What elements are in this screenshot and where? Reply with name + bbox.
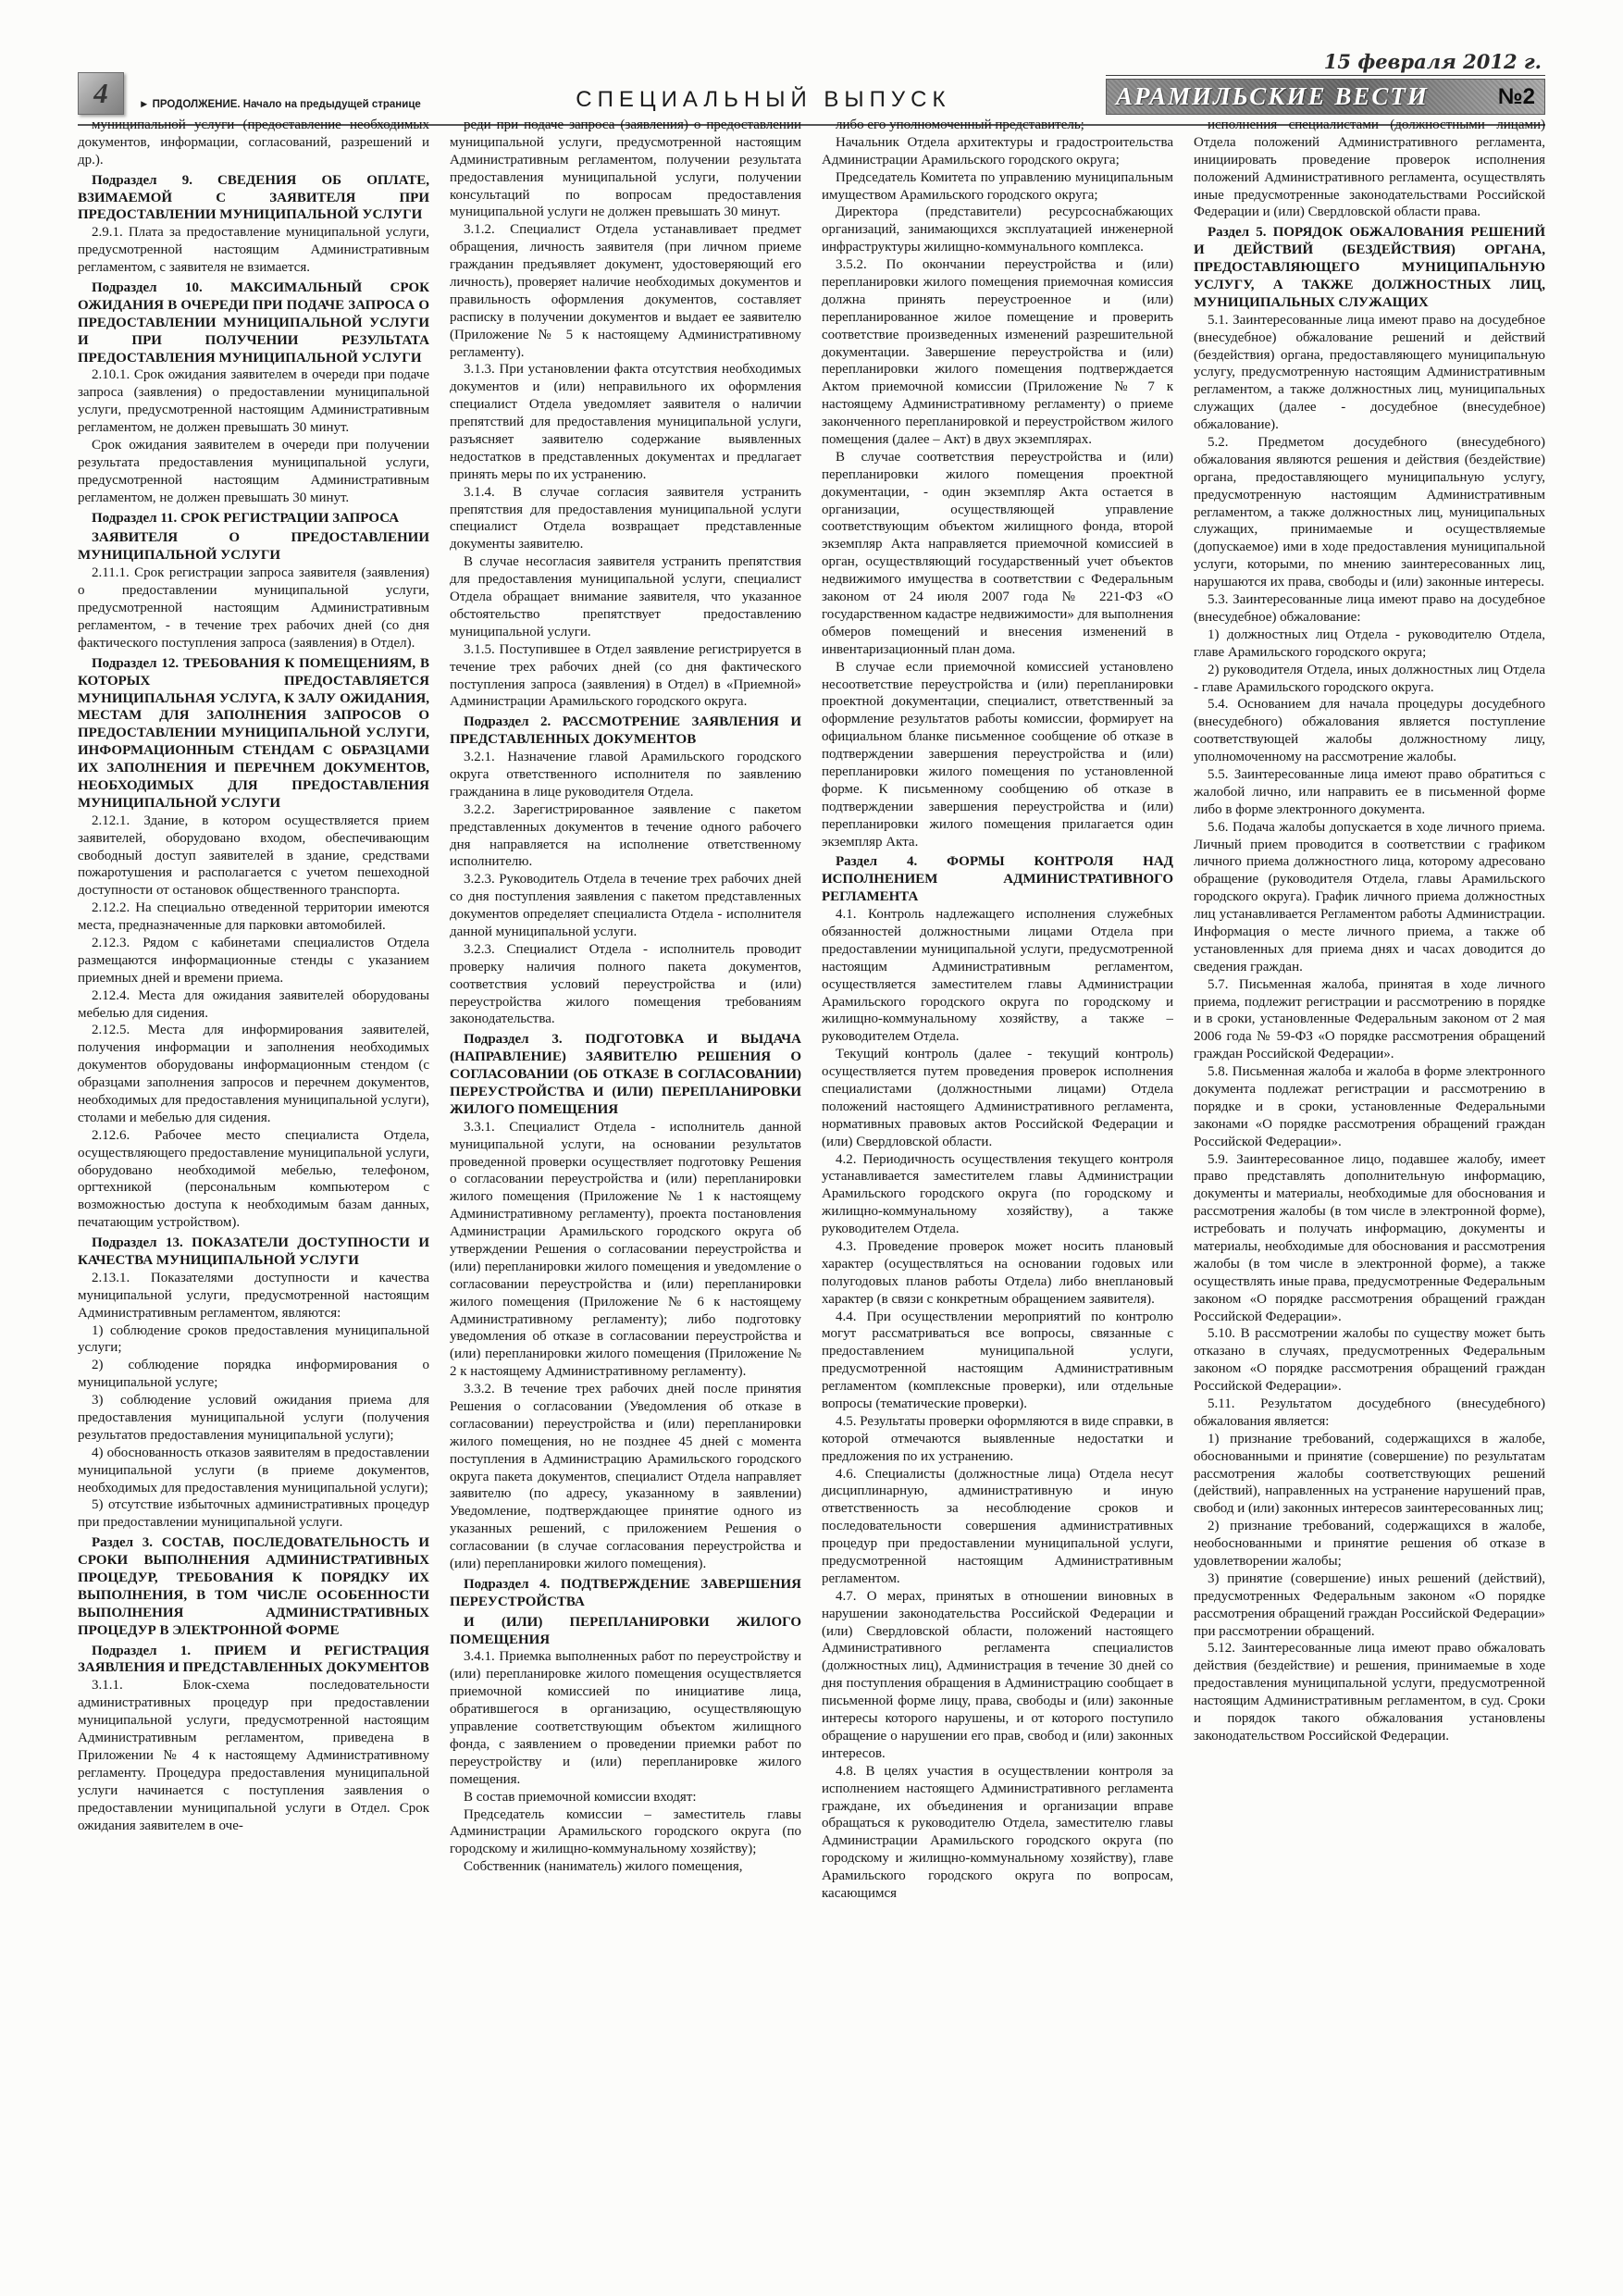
paragraph: В случае если приемочной комиссией установлено несоответствие переустройства и (или) перепланировки проектной документации, специалист, ответственный за оформление результатов работы комиссии, формирует на официальном бланке письменное сообщение об отказе в подтверждении завершения переустройства и (или) перепланировки жилого помещения по установленной форме. К письменному сообщению об отказе в подтверждении завершения переустройства и (или) перепланировки жилого помещения прилагается один экземпляр Акта.	[822, 659, 1173, 850]
paragraph: 5.2. Предметом досудебного (внесудебного) обжалования являются решения и действия (бездействие) органа, предоставляющего муниципальную услугу, предусмотренную настоящим Административным регламентом, а также должностных лиц, муниципальных служащих, принимаемые и осуществляемые (допускаемое) ими в ходе предоставления муниципальной услуги, которыми, по мнению заинтересованных лиц, нарушаются их права, свободы и (или) законные интересы.	[1194, 435, 1545, 590]
paragraph: 3.1.3. При установлении факта отсутствия необходимых документов и (или) неправильного их оформления специалист Отдела уведомляет заявителя о наличии препятствий для предоставления муниципальной услуги, разъясняет заявителю содержание выявленных недостатков в представленных документах и предлагает принять меры по их устранению.	[450, 362, 801, 482]
section-heading: Раздел 4. ФОРМЫ КОНТРОЛЯ НАД ИСПОЛНЕНИЕМ АДМИНИСТРАТИВНОГО РЕГЛАМЕНТА	[822, 854, 1173, 905]
paragraph: 2) руководителя Отдела, иных должностных лиц Отдела - главе Арамильского городского округа.	[1194, 662, 1545, 695]
paragraph: 5.6. Подача жалобы допускается в ходе личного приема. Личный прием проводится в соответствии с графиком личного приема должностного лица, которому адресовано обращение (руководителя Отдела, главы Арамильского городского округа). График личного приема должностных лиц устанавливается Регламентом работы Администрации. Информация о месте личного приема, а также об установленных для приема днях и часах доводится до сведения граждан.	[1194, 819, 1545, 974]
paragraph: 2.12.2. На специально отведенной территории имеются места, предназначенные для парковки автомобилей.	[78, 900, 429, 934]
section-heading: Раздел 5. ПОРЯДОК ОБЖАЛОВАНИЯ РЕШЕНИЙ И ДЕЙСТВИЙ (БЕЗДЕЙСТВИЯ) ОРГАНА, ПРЕДОСТАВЛЯЮЩЕГО МУНИЦИПАЛЬНУЮ УСЛУГУ, А ТАКЖЕ ДОЛЖНОСТНЫХ ЛИЦ, МУНИЦИПАЛЬНЫХ СЛУЖАЩИХ	[1194, 225, 1545, 310]
paragraph: 5.10. В рассмотрении жалобы по существу может быть отказано в случаях, предусмотренных Федеральным законом «О порядке рассмотрения обращений граждан Российской Федерации».	[1194, 1326, 1545, 1395]
paragraph: 3.3.2. В течение трех рабочих дней после принятия Решения о согласовании (Уведомления об отказе в согласовании) переустройства и (или) перепланировки жилого помещения, но не позднее 45 дней с момента поступления в Администрацию Арамильского городского округа пакета документов, специалист Отдела направляет заявителю (по адресу, указанному в заявлении) Уведомление, подтверждающее принятие одного из указанных решений, с приложением Решения о согласовании (в случае согласования переустройства и (или) перепланировки жилого помещения).	[450, 1382, 801, 1572]
section-heading: Подраздел 9. СВЕДЕНИЯ ОБ ОПЛАТЕ, ВЗИМАЕМОЙ С ЗАЯВИТЕЛЯ ПРИ ПРЕДОСТАВЛЕНИИ МУНИЦИПАЛЬНОЙ УСЛУГИ	[78, 172, 429, 223]
paragraph: Собственник (наниматель) жилого помещения,	[464, 1859, 743, 1875]
section-heading: ЗАЯВИТЕЛЯ О ПРЕДОСТАВЛЕНИИ МУНИЦИПАЛЬНОЙ УСЛУГИ	[78, 530, 429, 564]
paragraph: 4.7. О мерах, принятых в отношении виновных в нарушении законодательства Российской Федерации и (или) Свердловской области, положений настоящего Административного регламента специалистов (должностных лиц), Администрация в течение 30 дней со дня поступления обращения в Администрацию сообщает в письменной форме лицу, права, свободы и (или) законные интересы которого нарушены, и от которого поступило обращение о нарушении его прав, свобод и (или) законных интересов.	[822, 1588, 1173, 1761]
paragraph: В случае несогласия заявителя устранить препятствия для предоставления муниципальной услуги, специалист Отдела обращает внимание заявителя, что указанное обстоятельство препятствует предоставлению муниципальной услуги.	[450, 554, 801, 639]
section-heading: Подраздел 11. СРОК РЕГИСТРАЦИИ ЗАПРОСА	[92, 510, 400, 526]
paragraph: 4.5. Результаты проверки оформляются в виде справки, в которой отмечаются выявленные недостатки и предложения по их устранению.	[822, 1413, 1173, 1464]
text-column	[450, 117, 801, 2265]
paragraph: 4.1. Контроль надлежащего исполнения служебных обязанностей должностными лицами Отдела при предоставлении муниципальной услуги, предусмотренной настоящим Административным регламентом, осуществляется заместителем главы Администрации Арамильского городского округа по городскому и жилищно-коммунальному хозяйству, а также – руководителем Отдела.	[822, 907, 1173, 1045]
paragraph: 3.3.1. Специалист Отдела - исполнитель данной муниципальной услуги, на основании результатов проведенной проверки осуществляет подготовку Решения о согласовании переустройства и (или) перепланировки жилого помещения (Приложение № 1 к настоящему Административному регламенту), проекта постановления Администрации Арамильского городского округа об утверждении Решения о согласовании переустройства и (или) перепланировки жилого помещения и уведомление о согласовании переустройства и (или) перепланировки жилого помещения (Приложение № 6 к настоящему Административному регламенту); либо подготовку уведомления об отказе в согласовании переустройства и (или) перепланировки жилого помещения (Приложение № 2 к настоящему Административному регламенту).	[450, 1119, 801, 1380]
masthead-title: АРАМИЛЬСКИЕ ВЕСТИ	[1116, 82, 1429, 110]
paragraph: 5.12. Заинтересованные лица имеют право обжаловать действия (бездействие) и решения, принимаемые в ходе предоставления муниципальной услуги, предусмотренной настоящим Административным регламентом, в суд. Сроки и порядок такого обжалования установлены законодательством Российской Федерации.	[1194, 1641, 1545, 1744]
text-column	[78, 117, 429, 2265]
paragraph: 2.9.1. Плата за предоставление муниципальной услуги, предусмотренной настоящим Административным регламентом, с заявителя не взимается.	[78, 225, 429, 276]
paragraph: 3.5.2. По окончании переустройства и (или) перепланировки жилого помещения приемочная комиссия должна принять переустроенное и (или) перепланированное жилое помещение и проверить соответствие произведенных изменений разрешительной документации. Завершение переустройства и (или) перепланировки жилого помещения подтверждается Актом приемочной комиссии (Приложение № 7 к настоящему Административному регламенту) о приеме законченного перепланировкой и переустройством жилого помещения (далее – Акт) в двух экземплярах.	[822, 257, 1173, 448]
paragraph: 4.6. Специалисты (должностные лица) Отдела несут дисциплинарную, административную и иную ответственность за несоблюдение сроков и последовательности совершения административных процедур при предоставлении муниципальной услуги, предусмотренной настоящим Административным регламентом.	[822, 1466, 1173, 1586]
paragraph: 3) принятие (совершение) иных решений (действий), предусмотренных Федеральным законом «О порядке рассмотрения обращений граждан Российской Федерации» при рассмотрении обращений.	[1194, 1570, 1545, 1639]
paragraph: 3.1.4. В случае согласия заявителя устранить препятствия для предоставления муниципальной услуги специалист Отдела возвращает представленные документы заявителю.	[450, 484, 801, 552]
paragraph: Председатель Комитета по управлению муниципальным имуществом Арамильского городского округа;	[822, 169, 1173, 203]
paragraph: 2.12.5. Места для информирования заявителей, получения информации и заполнения необходимых документов оборудованы информационным стендом (с образцами заполнения запросов и перечнем документов, необходимых для предоставления муниципальной услуги), столами и мебелью для сидения.	[78, 1023, 429, 1125]
paragraph: 1) соблюдение сроков предоставления муниципальной услуги;	[78, 1322, 429, 1356]
paragraph: реди при подаче запроса (заявления) о предоставлении муниципальной услуги, предусмотренной настоящим Административным регламентом, получении результата предоставления муниципальной услуги, получении консультаций по вопросам предоставления муниципальной услуги не должен превышать 30 минут.	[450, 118, 801, 220]
paragraph: Текущий контроль (далее - текущий контроль) осуществляется путем проведения проверок исполнения специалистами (должностными лицами) Отдела положений настоящего Административного регламента, нормативных правовых актов Российской Федерации и (или) Свердловской области.	[822, 1047, 1173, 1149]
paragraph: 4.2. Периодичность осуществления текущего контроля устанавливается заместителем главы Администрации Арамильского городского округа (по городскому и жилищно-коммунальному хозяйству), а также руководителем Отдела.	[822, 1151, 1173, 1237]
section-heading: Подраздел 13. ПОКАЗАТЕЛИ ДОСТУПНОСТИ И КАЧЕСТВА МУНИЦИПАЛЬНОЙ УСЛУГИ	[78, 1235, 429, 1268]
paragraph: 3.4.1. Приемка выполненных работ по переустройству и (или) перепланировке жилого помещения осуществляется приемочной комиссией по инициативе лица, обратившегося в организацию, осуществляющую управление соответствующим объектом жилищного фонда, с заявлением о проведении приемки работ по переустройству и (или) перепланировке жилого помещения.	[450, 1649, 801, 1787]
page-number-box	[78, 72, 124, 115]
paragraph: 2.12.6. Рабочее место специалиста Отдела, осуществляющего предоставление муниципальной услуги, оборудовано необходимой мебелью, телефоном, оргтехникой (персональным компьютером с возможностью доступа к необходимым базам данных, печатающим устройством).	[78, 1127, 429, 1231]
paragraph: 3.2.3. Специалист Отдела - исполнитель проводит проверку наличия полного пакета документов, соответствия условий переустройства и (или) переустройства жилого помещения требованиям законодательства.	[450, 941, 801, 1027]
paragraph: 3.2.2. Зарегистрированное заявление с пакетом представленных документов в течение одного рабочего дня направляется на исполнение ответственному исполнителю.	[450, 801, 801, 870]
paragraph: 1) должностных лиц Отдела - руководителю Отдела, главе Арамильского городского округа;	[1194, 627, 1545, 660]
continuation-note: ► ПРОДОЛЖЕНИЕ. Начало на предыдущей странице	[139, 99, 421, 110]
section-heading: Подраздел 10. МАКСИМАЛЬНЫЙ СРОК ОЖИДАНИЯ В ОЧЕРЕДИ ПРИ ПОДАЧЕ ЗАПРОСА О ПРЕДОСТАВЛЕНИИ МУНИЦИПАЛЬНОЙ УСЛУГИ И ПРИ ПОЛУЧЕНИИ РЕЗУЛЬТАТА ПРЕДОСТАВЛЕНИЯ МУНИЦИПАЛЬНОЙ УСЛУГИ	[78, 280, 429, 366]
paragraph: 5.5. Заинтересованные лица имеют право обратиться с жалобой лично, или направить ее в письменной форме либо в форме электронного документа.	[1194, 766, 1545, 817]
paragraph: 2.13.1. Показателями доступности и качества муниципальной услуги, предусмотренной настоящим Административным регламентом, являются:	[78, 1270, 429, 1321]
paragraph: Председатель комиссии – заместитель главы Администрации Арамильского городского округа (по городскому и жилищно-коммунальному хозяйству);	[450, 1806, 801, 1857]
page-number: 4	[93, 77, 108, 109]
paragraph: 4.8. В целях участия в осуществлении контроля за исполнением настоящего Административного регламента граждане, их объединения и организации вправе обращаться к руководителю Отдела, заместителю главы Администрации Арамильского городского округа (по городскому и жилищно-коммунальному хозяйству), главе Арамильского городского округа по вопросам, касающимся	[822, 1763, 1173, 1901]
paragraph: 3.2.3. Руководитель Отдела в течение трех рабочих дней со дня поступления заявления с пакетом представленных документов определяет специалиста Отдела - исполнителя данной муниципальной услуги.	[450, 872, 801, 939]
paragraph: 5) отсутствие избыточных административных процедур при предоставлении муниципальной услуги.	[78, 1497, 429, 1531]
paragraph: 2.12.4. Места для ожидания заявителей оборудованы мебелью для сидения.	[78, 987, 429, 1021]
issue-number: №2	[1497, 83, 1535, 109]
paragraph: Директора (представители) ресурсоснабжающих организаций, занимающихся эксплуатацией инженерной инфраструктуры жилищно-коммунального комплекса.	[822, 205, 1173, 255]
paragraph: исполнения специалистами (должностными лицами) Отдела положений Административного регламента, инициировать проведение проверок исполнения положений Административного регламента, осуществлять иные предусмотренные законодательствами Российской Федерации и (или) Свердловской области права.	[1194, 118, 1545, 220]
paragraph: 5.8. Письменная жалоба и жалоба в форме электронного документа подлежат регистрации и рассмотрению в порядке и в сроки, установленные Федеральными законами «О порядке рассмотрения обращений граждан Российской Федерации».	[1194, 1064, 1545, 1149]
paragraph: 2.10.1. Срок ожидания заявителем в очереди при подаче запроса (заявления) о предоставлении муниципальной услуги, предусмотренной настоящим Административным регламентом, не должен превышать 30 минут.	[78, 367, 429, 436]
masthead-bar	[1106, 79, 1545, 115]
section-heading: Раздел 3. СОСТАВ, ПОСЛЕДОВАТЕЛЬНОСТЬ И СРОКИ ВЫПОЛНЕНИЯ АДМИНИСТРАТИВНЫХ ПРОЦЕДУР, ТРЕБОВАНИЯ К ПОРЯДКУ ИХ ВЫПОЛНЕНИЯ, В ТОМ ЧИСЛЕ ОСОБЕННОСТИ ВЫПОЛНЕНИЯ АДМИНИСТРАТИВНЫХ ПРОЦЕДУР В ЭЛЕКТРОННОЙ ФОРМЕ	[78, 1535, 429, 1638]
page-header	[78, 50, 1545, 126]
text-column	[1194, 117, 1545, 2265]
section-heading: Подраздел 4. ПОДТВЕРЖДЕНИЕ ЗАВЕРШЕНИЯ ПЕРЕУСТРОЙСТВА	[450, 1576, 801, 1609]
paragraph: либо его уполномоченный представитель;	[836, 118, 1084, 132]
section-heading: Подраздел 2. РАССМОТРЕНИЕ ЗАЯВЛЕНИЯ И ПРЕДСТАВЛЕННЫХ ДОКУМЕНТОВ	[450, 714, 801, 748]
paragraph: Срок ожидания заявителем в очереди при получении результата предоставления муниципальной услуги, предусмотренной настоящим Административным регламентом, не должен превышать 30 минут.	[78, 438, 429, 505]
paragraph: 5.11. Результатом досудебного (внесудебного) обжалования является:	[1194, 1396, 1545, 1429]
paragraph: 2) признание требований, содержащихся в жалобе, необоснованными и принятие решения об отказе в удовлетворении жалобы;	[1194, 1519, 1545, 1570]
paragraph: 4.3. Проведение проверок может носить плановый характер (осуществляться на основании годовых или полугодовых планов работы Отдела) либо внеплановый характер (в связи с конкретным обращением заявителя).	[822, 1239, 1173, 1307]
article-body	[78, 117, 1545, 2265]
paragraph: 3) соблюдение условий ожидания приема для предоставления муниципальной услуги (получения результатов предоставления муниципальной услуги);	[78, 1393, 429, 1443]
section-heading: Подраздел 3. ПОДГОТОВКА И ВЫДАЧА (НАПРАВЛЕНИЕ) ЗАЯВИТЕЛЮ РЕШЕНИЯ О СОГЛАСОВАНИИ (ОБ ОТКАЗЕ В СОГЛАСОВАНИИ) ПЕРЕУСТРОЙСТВА И (ИЛИ) ПЕРЕПЛАНИРОВКИ ЖИЛОГО ПОМЕЩЕНИЯ	[450, 1032, 801, 1117]
paragraph: 3.2.1. Назначение главой Арамильского городского округа ответственного исполнителя по заявлению гражданина в лице руководителя Отдела.	[450, 750, 801, 800]
paragraph: 3.1.1. Блок-схема последовательности административных процедур при предоставлении муниципальной услуги, предусмотренной настоящим Административным регламентом, приведена в Приложении № 4 к настоящему Административному регламенту. Процедура предоставления муниципальной услуги начинается с поступления заявления о предоставлении муниципальной услуги в Отдел. Срок ожидания заявителем в оче-	[78, 1678, 429, 1833]
paragraph: 4) обоснованность отказов заявителям в предоставлении муниципальной услуги (в приеме документов, необходимых для предоставления муниципальной услуги);	[78, 1445, 429, 1496]
paragraph: 5.1. Заинтересованные лица имеют право на досудебное (внесудебное) обжалование решений и действий (бездействия) органа, предоставляющего муниципальную услугу, предусмотренную настоящим Административным регламентом, а также должностных лиц, муниципальных служащих (далее - досудебное (внесудебное) обжалование).	[1194, 312, 1545, 433]
paragraph: 3.1.2. Специалист Отдела устанавливает предмет обращения, личность заявителя (при личном приеме гражданин предъявляет документ, удостоверяющий его личность), проверяет наличие необходимых документов и правильность оформления документов, составляет расписку в получении документов и выдает ее заявителю (Приложение № 5 к настоящему Административному регламенту).	[450, 222, 801, 360]
paragraph: 4.4. При осуществлении мероприятий по контролю могут рассматриваться все вопросы, связанные с предоставлением муниципальной услуги, предусмотренной настоящим Административным регламентом (комплексные проверки), или отдельные вопросы (тематические проверки).	[822, 1309, 1173, 1412]
section-heading: Подраздел 1. ПРИЕМ И РЕГИСТРАЦИЯ ЗАЯВЛЕНИЯ И ПРЕДСТАВЛЕННЫХ ДОКУМЕНТОВ	[78, 1643, 429, 1676]
paragraph: 1) признание требований, содержащихся в жалобе, обоснованными и принятие (совершение) по результатам рассмотрения жалобы соответствующих решений (действий), направленных на устранение нарушений прав, свобод и (или) законных интересов заинтересованных лиц;	[1194, 1431, 1545, 1517]
section-heading: Подраздел 12. ТРЕБОВАНИЯ К ПОМЕЩЕНИЯМ, В КОТОРЫХ ПРЕДОСТАВЛЯЕТСЯ МУНИЦИПАЛЬНАЯ УСЛУГА, К ЗАЛУ ОЖИДАНИЯ, МЕСТАМ ДЛЯ ЗАПОЛНЕНИЯ ЗАПРОСОВ О ПРЕДОСТАВЛЕНИИ МУНИЦИПАЛЬНОЙ УСЛУГИ, ИНФОРМАЦИОННЫМ СТЕНДАМ С ОБРАЗЦАМИ ИХ ЗАПОЛНЕНИЯ И ПЕРЕЧНЕМ ДОКУМЕНТОВ, НЕОБХОДИМЫХ ДЛЯ ПРЕДОСТАВЛЕНИЯ МУНИЦИПАЛЬНОЙ УСЛУГИ	[78, 655, 429, 811]
paragraph: В случае соответствия переустройства и (или) перепланировки жилого помещения проектной документации, - один экземпляр Акта остается в организации, осуществляющей управление соответствующим объектом жилищного фонда, второй экземпляр Акта направляется приемочной комиссией в орган, осуществляющий государственный учет объектов недвижимого имущества в соответствии с Федеральным законом от 24 июля 2007 года № 221-ФЗ «О государственном кадастре недвижимости» для выполнения обмеров помещений и внесения изменений в инвентаризационный план дома.	[822, 449, 1173, 657]
paragraph: 2.11.1. Срок регистрации запроса заявителя (заявления) о предоставлении муниципальной услуги, предусмотренной настоящим Административным регламентом, - в течение трех рабочих дней (со дня фактического поступления запроса (заявления) в Отдел).	[78, 565, 429, 651]
text-column	[822, 117, 1173, 2265]
paragraph: В состав приемочной комиссии входят:	[464, 1789, 697, 1805]
paragraph: 3.1.5. Поступившее в Отдел заявление регистрируется в течение трех рабочих дней (со дня фактического поступления запроса (заявления) в Отдел) в «Приемной» Администрации Арамильского городского округа.	[450, 641, 801, 710]
paragraph: 2.12.1. Здание, в котором осуществляется прием заявителей, оборудовано входом, обеспечивающим свободный доступ заявителей в здание, средствами пожаротушения и располагается с учетом пешеходной доступности от остановок общественного транспорта.	[78, 813, 429, 899]
masthead-block	[1106, 50, 1545, 115]
paragraph: 5.4. Основанием для начала процедуры досудебного (внесудебного) обжалования является поступление соответствующей жалобы должностному лицу, уполномоченному на рассмотрение жалобы.	[1194, 697, 1545, 765]
section-heading: И (ИЛИ) ПЕРЕПЛАНИРОВКИ ЖИЛОГО ПОМЕЩЕНИЯ	[450, 1614, 801, 1647]
paragraph: Начальник Отдела архитектуры и градостроительства Администрации Арамильского городского округа;	[822, 134, 1173, 168]
paragraph: 2) соблюдение порядка информирования о муниципальной услуге;	[78, 1358, 429, 1391]
paragraph: 5.7. Письменная жалоба, принятая в ходе личного приема, подлежит регистрации и рассмотрению в порядке и в сроки, установленные Федеральным законом от 2 мая 2006 года № 59-ФЗ «О порядке рассмотрения обращений граждан Российской Федерации».	[1194, 976, 1545, 1062]
paragraph: 5.9. Заинтересованное лицо, подавшее жалобу, имеет право представлять дополнительную информацию, документы и материалы, необходимые для обоснования и рассмотрения жалобы (в том числе в электронной форме), истребовать и получать информацию, документы и материалы, необходимые для обоснования и рассмотрения жалобы (в том числе в электронной форме), а также осуществлять иные права, предусмотренные Федеральным законом «О порядке рассмотрения обращений граждан Российской Федерации».	[1194, 1151, 1545, 1324]
issue-date: 15 февраля 2012 г.	[1106, 50, 1545, 76]
section-title: СПЕЦИАЛЬНЫЙ ВЫПУСК	[576, 87, 951, 112]
paragraph: муниципальной услуги (предоставление необходимых документов, информации, согласований, разрешений и др.).	[78, 118, 429, 168]
paragraph: 2.12.3. Рядом с кабинетами специалистов Отдела размещаются информационные стенды с указанием приемных дней и времени приема.	[78, 935, 429, 986]
paragraph: 5.3. Заинтересованные лица имеют право на досудебное (внесудебное) обжалование:	[1194, 592, 1545, 625]
